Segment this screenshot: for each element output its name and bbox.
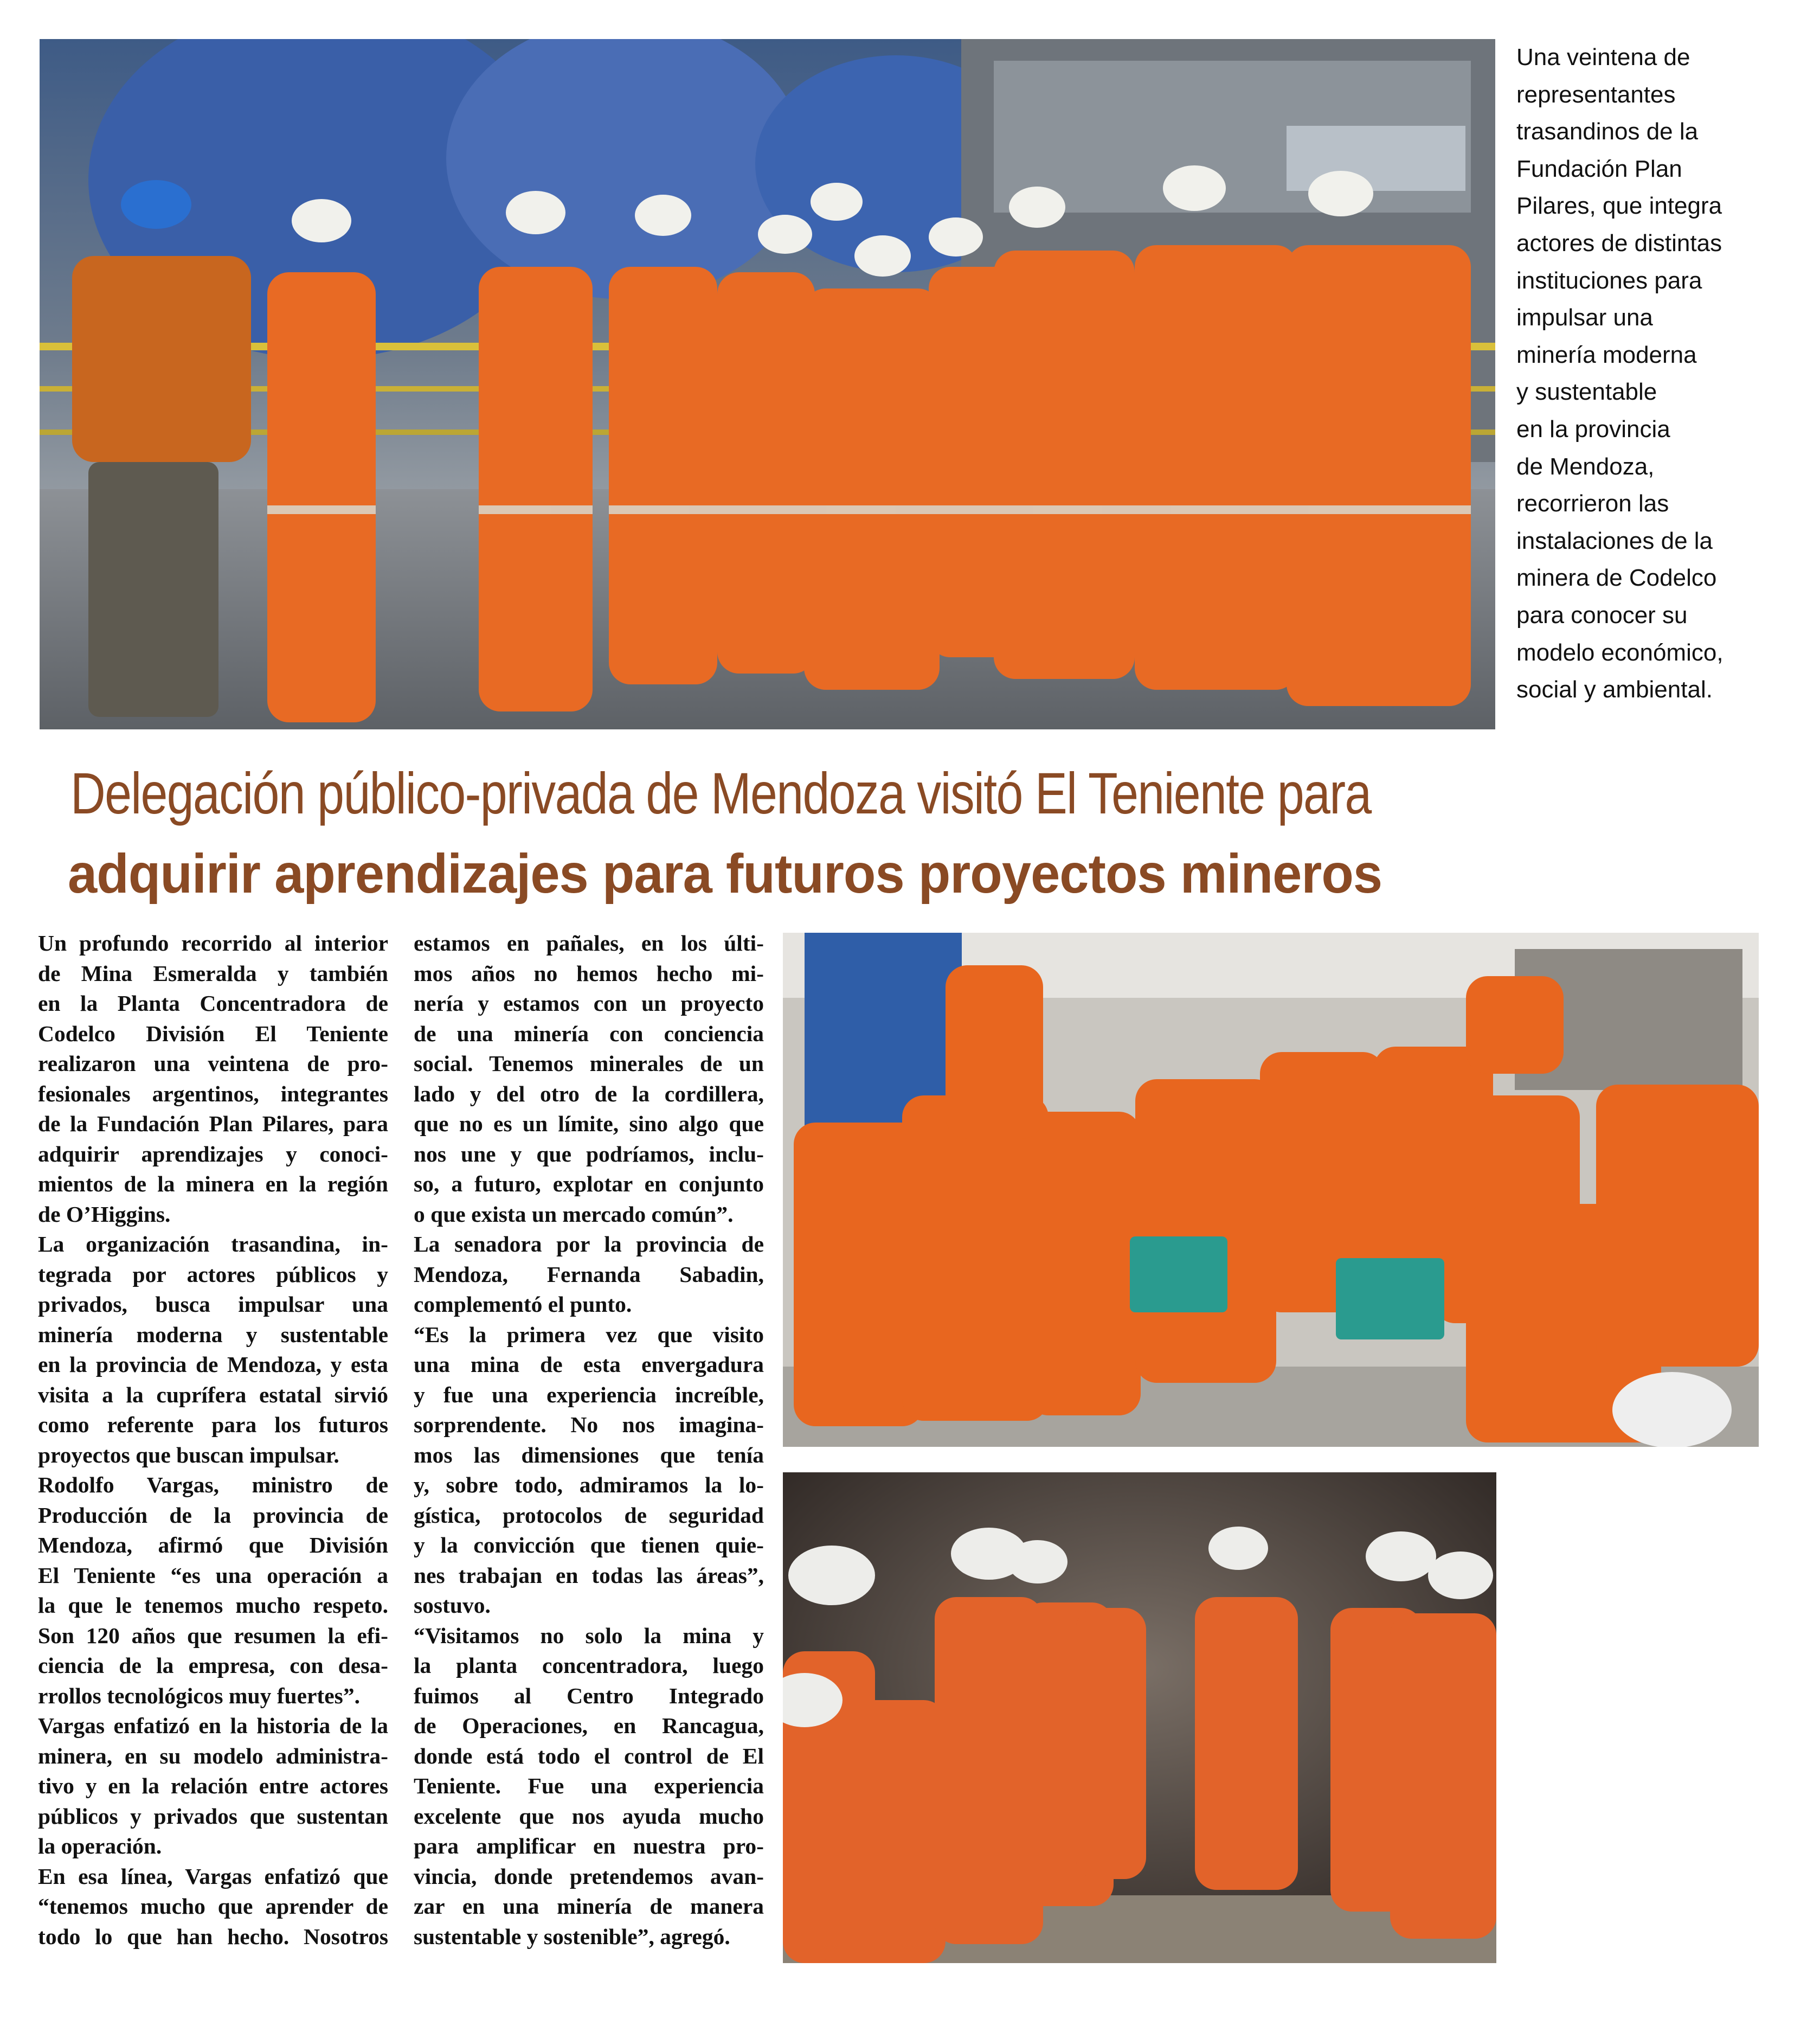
article-line: La organización trasandina, in- (38, 1232, 388, 1256)
caption-line: actores de distintas (1516, 229, 1722, 257)
article-line: excelente que nos ayuda mucho (414, 1803, 764, 1829)
article-line: realizaron una veintena de pro- (38, 1051, 388, 1076)
article-line: en la Planta Concentradora de (38, 991, 388, 1016)
article-line: Rodolfo Vargas, ministro de (38, 1472, 388, 1497)
caption-line: para conocer su (1516, 601, 1688, 629)
headline-line-1: Delegación público-privada de Mendoza visitó El Teniente para (70, 760, 1371, 826)
caption-line: instituciones para (1516, 267, 1702, 294)
caption-line: representantes (1516, 81, 1676, 108)
article-line: públicos y privados que sustentan (38, 1803, 388, 1829)
article-line: de una minería con conciencia (414, 1021, 764, 1046)
article-line: todo lo que han hecho. Nosotros (38, 1924, 388, 1949)
article-line: que no es un límite, sino algo que (414, 1111, 764, 1136)
article-line: Vargas enfatizó en la historia de la (38, 1713, 388, 1738)
article-line: la planta concentradora, luego (414, 1653, 764, 1678)
article-line: Son 120 años que resumen la efi- (38, 1623, 388, 1648)
caption-line: social y ambiental. (1516, 676, 1713, 703)
article-line: “tenemos mucho que aprender de (38, 1894, 388, 1919)
article-line: visita a la cuprífera estatal sirvió (38, 1382, 388, 1407)
article-line: nes trabajan en todas las áreas”, (414, 1562, 764, 1588)
photo-caption (1516, 39, 1771, 709)
article-line: vincia, donde pretendemos avan- (414, 1863, 764, 1889)
article-line: para amplificar en nuestra pro- (414, 1833, 764, 1858)
caption-line: Pilares, que integra (1516, 193, 1722, 220)
article-line: sostuvo. (414, 1593, 491, 1618)
article-line: estamos en pañales, en los últi- (414, 931, 764, 956)
article-line: en la provincia de Mendoza, y esta (38, 1352, 388, 1377)
article-line: de O’Higgins. (38, 1201, 171, 1227)
caption-line: de Mendoza, (1516, 453, 1655, 480)
caption-line: y sustentable (1516, 379, 1657, 406)
caption-line: trasandinos de la (1516, 118, 1699, 145)
article-line: Teniente. Fue una experiencia (414, 1773, 764, 1798)
caption-line: instalaciones de la (1516, 527, 1713, 554)
caption-line: minería moderna (1516, 341, 1697, 368)
article-line: una mina de esta envergadura (414, 1352, 764, 1377)
article-line: y la convicción que tienen quie- (414, 1533, 764, 1557)
photo-delegation-underground-mine (783, 1472, 1496, 1963)
article-line: tegrada por actores públicos y (38, 1261, 388, 1287)
article-line: la que le tenemos mucho respeto. (38, 1593, 388, 1618)
article-line: rrollos tecnológicos muy fuertes”. (38, 1683, 360, 1708)
article-line: nos une y que podríamos, inclu- (414, 1141, 764, 1166)
article-line: mos las dimensiones que tenía (414, 1442, 764, 1467)
article-line: Producción de la provincia de (38, 1502, 388, 1528)
article-line: Mendoza, afirmó que División (38, 1533, 388, 1557)
article-line: En esa línea, Vargas enfatizó que (38, 1863, 388, 1889)
article-line: mos años no hemos hecho mi- (414, 960, 764, 986)
article-line: de Operaciones, en Rancagua, (414, 1713, 764, 1738)
article-line: de Mina Esmeralda y también (38, 960, 388, 986)
article-line: proyectos que buscan impulsar. (38, 1442, 339, 1467)
article-line: social. Tenemos minerales de un (414, 1051, 764, 1076)
photo-delegation-briefing-room (783, 933, 1759, 1447)
article-line: minera, en su modelo administra- (38, 1743, 388, 1768)
article-line: Un profundo recorrido al interior (38, 931, 388, 956)
article-line: El Teniente “es una operación a (38, 1562, 388, 1588)
article-line: fesionales argentinos, integrantes (38, 1081, 388, 1106)
caption-line: Fundación Plan (1516, 155, 1682, 182)
article-line: privados, busca impulsar una (38, 1292, 388, 1317)
article-line: sorprendente. No nos imagina- (414, 1412, 764, 1437)
article-line: donde está todo el control de El (414, 1743, 764, 1768)
article-line: Codelco División El Teniente (38, 1021, 388, 1046)
article-line: nería y estamos con un proyecto (414, 991, 764, 1016)
article-line: mientos de la minera en la región (38, 1171, 388, 1196)
article-line: complementó el punto. (414, 1292, 632, 1317)
article-line: gística, protocolos de seguridad (414, 1502, 764, 1528)
article-line: o que exista un mercado común”. (414, 1201, 734, 1227)
caption-line: recorrieron las (1516, 490, 1669, 517)
article-line: so, a futuro, explotar en conjunto (414, 1171, 764, 1196)
article-line: zar en una minería de manera (414, 1894, 764, 1919)
article-line: de la Fundación Plan Pilares, para (38, 1111, 388, 1136)
article-line: ciencia de la empresa, con desa- (38, 1653, 388, 1678)
headline-line-2: adquirir aprendizajes para futuros proyectos mineros (68, 843, 1382, 905)
caption-line: en la provincia (1516, 415, 1670, 443)
article-line: la operación. (38, 1833, 162, 1858)
article-column-2 (414, 928, 764, 1952)
caption-line: Una veintena de (1516, 44, 1690, 70)
article-line: fuimos al Centro Integrado (414, 1683, 764, 1708)
article-line: tivo y en la relación entre actores (38, 1773, 388, 1798)
photo-delegation-concentrator-plant (40, 39, 1495, 729)
article-line: “Es la primera vez que visito (414, 1322, 764, 1347)
article-line: como referente para los futuros (38, 1412, 388, 1437)
article-line: minería moderna y sustentable (38, 1322, 388, 1347)
article-line: adquirir aprendizajes y conoci- (38, 1141, 388, 1166)
caption-line: modelo económico, (1516, 639, 1723, 666)
article-line: lado y del otro de la cordillera, (414, 1081, 764, 1106)
article-column-1 (38, 928, 388, 1952)
article-line: La senadora por la provincia de (414, 1232, 764, 1256)
article-line: y fue una experiencia increíble, (414, 1382, 764, 1407)
article-line: y, sobre todo, admiramos la lo- (414, 1472, 764, 1497)
caption-line: impulsar una (1516, 304, 1653, 331)
article-line: “Visitamos no solo la mina y (414, 1623, 764, 1648)
caption-line: minera de Codelco (1516, 565, 1717, 592)
article-line: Mendoza, Fernanda Sabadin, (414, 1261, 764, 1287)
article-line: sustentable y sostenible”, agregó. (414, 1924, 730, 1949)
